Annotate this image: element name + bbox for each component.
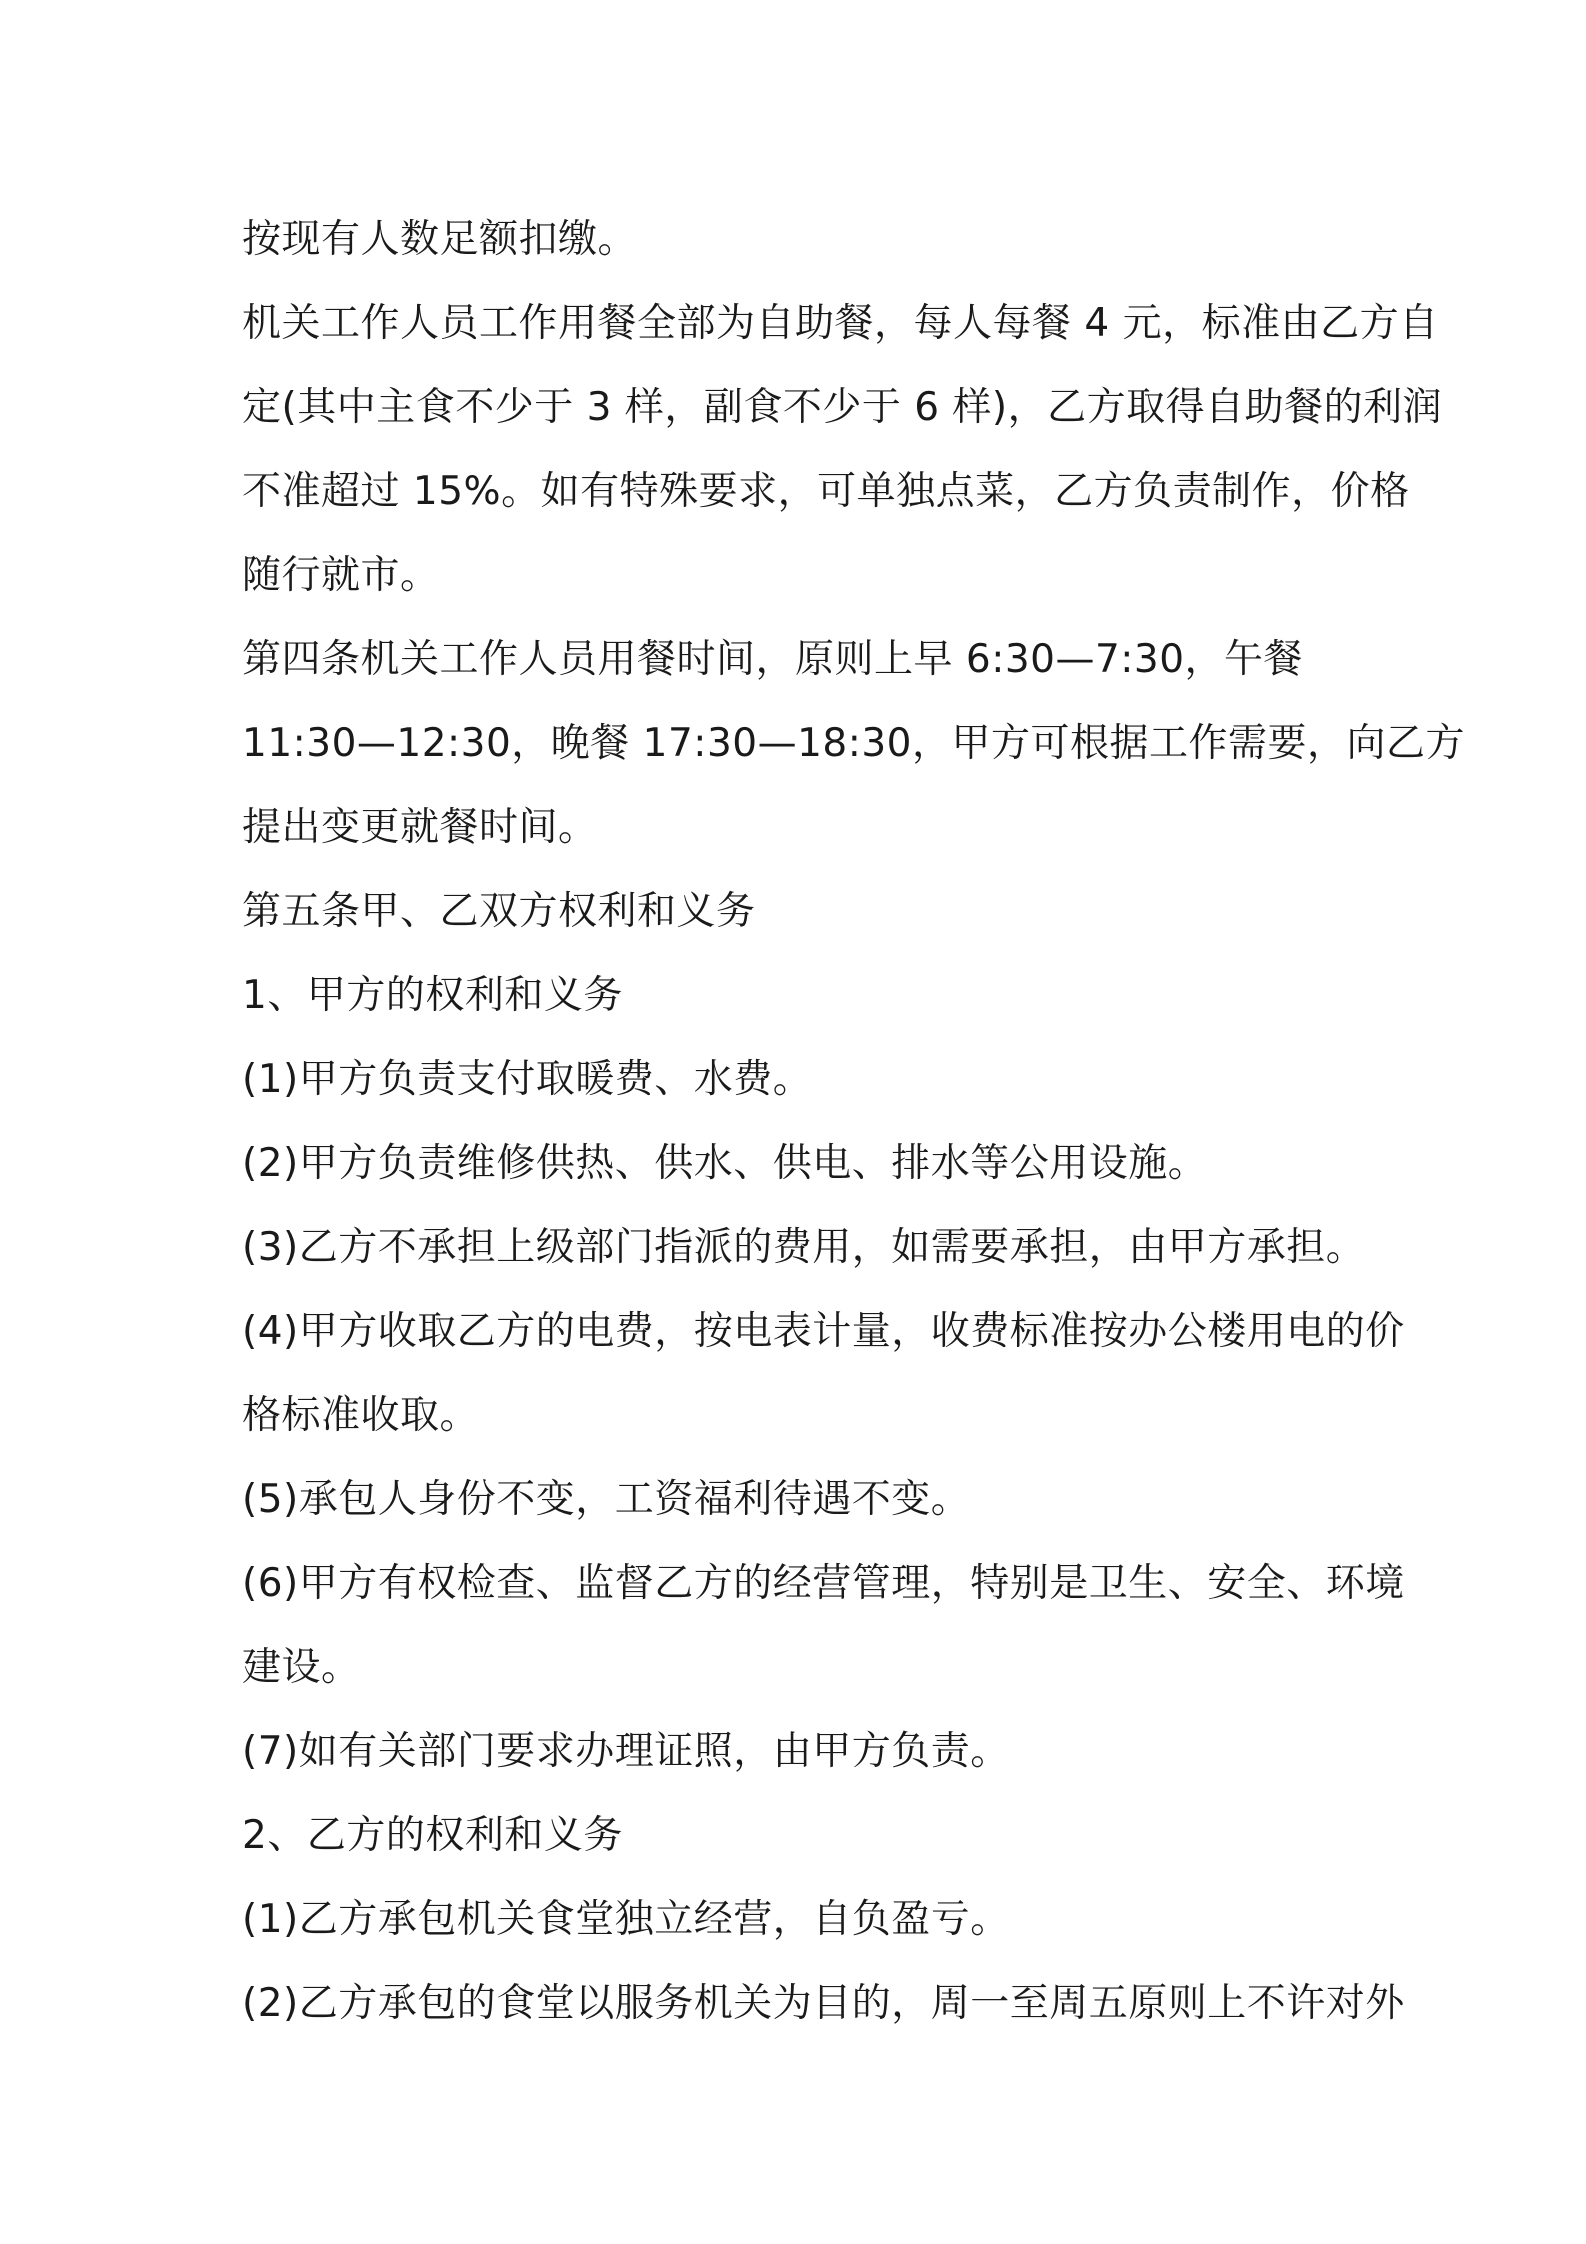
- text-line: 提出变更就餐时间。: [242, 805, 598, 850]
- text-line: 定(其中主食不少于 3 样，副食不少于 6 样)，乙方取得自助餐的利润: [242, 385, 1443, 430]
- text-line: 第四条机关工作人员用餐时间，原则上早 6:30—7:30，午餐: [242, 637, 1304, 682]
- text-line: 11:30—12:30，晚餐 17:30—18:30，甲方可根据工作需要，向乙方: [242, 721, 1465, 766]
- list-item: (1)甲方负责支付取暖费、水费。: [242, 1057, 813, 1102]
- subsection-heading: 1、甲方的权利和义务: [242, 973, 623, 1018]
- list-item: (4)甲方收取乙方的电费，按电表计量，收费标准按办公楼用电的价: [242, 1309, 1405, 1354]
- text-line: 不准超过 15%。如有特殊要求，可单独点菜，乙方负责制作，价格: [242, 469, 1410, 514]
- list-item-continuation: 格标准收取。: [242, 1393, 480, 1438]
- list-item: (5)承包人身份不变，工资福利待遇不变。: [242, 1477, 971, 1522]
- list-item: (2)甲方负责维修供热、供水、供电、排水等公用设施。: [242, 1141, 1208, 1186]
- list-item-continuation: 建设。: [242, 1645, 361, 1690]
- subsection-heading: 2、乙方的权利和义务: [242, 1813, 623, 1858]
- list-item: (2)乙方承包的食堂以服务机关为目的，周一至周五原则上不许对外: [242, 1981, 1405, 2026]
- text-line: 按现有人数足额扣缴。: [242, 217, 638, 262]
- text-line: 随行就市。: [242, 553, 440, 598]
- list-item: (7)如有关部门要求办理证照，由甲方负责。: [242, 1729, 1010, 1774]
- section-heading: 第五条甲、乙双方权利和义务: [242, 889, 756, 934]
- list-item: (3)乙方不承担上级部门指派的费用，如需要承担，由甲方承担。: [242, 1225, 1366, 1270]
- list-item: (6)甲方有权检查、监督乙方的经营管理，特别是卫生、安全、环境: [242, 1561, 1405, 1606]
- text-line: 机关工作人员工作用餐全部为自助餐，每人每餐 4 元，标准由乙方自: [242, 301, 1439, 346]
- list-item: (1)乙方承包机关食堂独立经营，自负盈亏。: [242, 1897, 1010, 1942]
- document-body: [242, 198, 1465, 2046]
